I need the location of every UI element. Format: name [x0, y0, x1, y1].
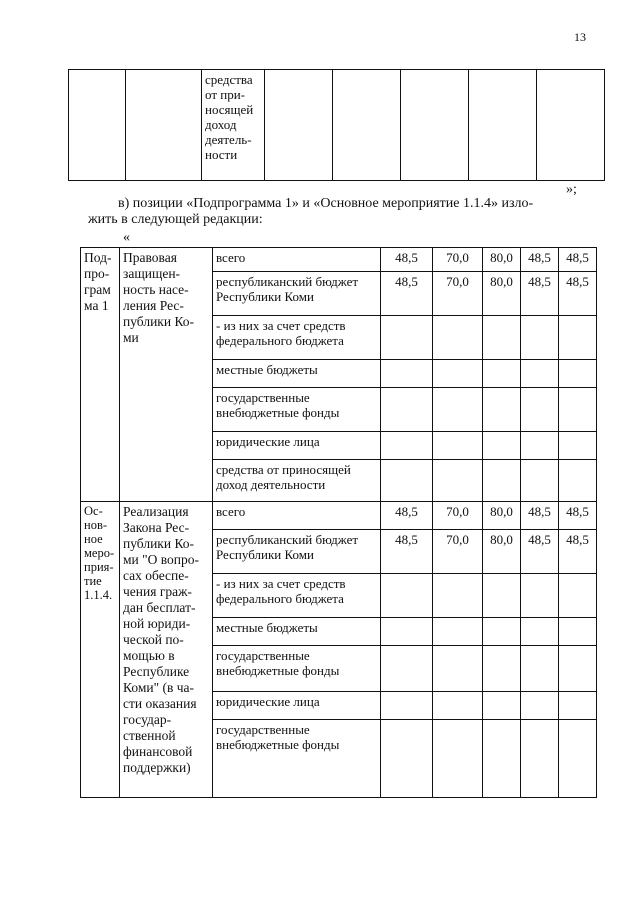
value-cell — [381, 360, 433, 388]
name-line: публики Ко- — [123, 536, 195, 551]
value-cell — [483, 618, 521, 646]
paragraph-line-1: в) позиции «Подпрограмма 1» и «Основное мероприятие 1.1.4» изло- — [118, 196, 534, 211]
category-cell: государственные внебюджетные фонды — [213, 720, 381, 798]
value-cell — [521, 720, 559, 798]
value-cell — [433, 360, 483, 388]
value-cell: 48,5 — [381, 272, 433, 316]
value-cell — [483, 460, 521, 502]
name-line: ления Рес- — [123, 298, 184, 313]
name-line: Коми" (в ча- — [123, 680, 195, 695]
value-cell — [433, 720, 483, 798]
value-cell: 80,0 — [483, 502, 521, 530]
subprogram-code-cell — [81, 248, 120, 502]
name-line: финансовой — [123, 744, 193, 759]
name-line: поддержки) — [123, 760, 191, 775]
code-line: грам — [84, 282, 111, 297]
category-cell: средства от приносящей доход деятельности — [213, 460, 381, 502]
value-cell — [433, 646, 483, 692]
value-cell: 48,5 — [521, 272, 559, 316]
empty-cell — [333, 70, 401, 181]
value-cell — [433, 618, 483, 646]
code-line: тие — [84, 574, 102, 588]
opening-quote: « — [123, 230, 130, 245]
category-cell: местные бюджеты — [213, 618, 381, 646]
value-cell — [433, 388, 483, 432]
label-line: доход — [205, 117, 237, 132]
value-cell — [381, 574, 433, 618]
name-line: Республике — [123, 664, 190, 679]
value-cell — [559, 646, 597, 692]
value-cell — [433, 432, 483, 460]
empty-cell — [537, 70, 605, 181]
table-row — [81, 502, 597, 530]
name-line: мощью в — [123, 648, 175, 663]
category-cell: республиканский бюджет Республики Коми — [213, 272, 381, 316]
value-cell — [559, 388, 597, 432]
code-line: меро- — [84, 546, 115, 560]
value-cell: 80,0 — [483, 248, 521, 272]
code-line: ное — [84, 532, 103, 546]
subprogram-name-cell — [120, 248, 213, 502]
value-cell — [559, 618, 597, 646]
value-cell — [521, 646, 559, 692]
name-line: Закона Рес- — [123, 520, 190, 535]
label-line: ности — [205, 147, 238, 162]
value-cell — [433, 460, 483, 502]
category-cell: - из них за счет средств федерального бюджета — [213, 574, 381, 618]
value-cell — [521, 388, 559, 432]
value-cell: 70,0 — [433, 530, 483, 574]
label-line: носящей — [205, 102, 254, 117]
value-cell — [381, 692, 433, 720]
value-cell: 48,5 — [521, 248, 559, 272]
value-cell — [521, 460, 559, 502]
category-cell: юридические лица — [213, 692, 381, 720]
value-cell: 48,5 — [381, 248, 433, 272]
value-cell — [521, 618, 559, 646]
value-cell — [483, 360, 521, 388]
measure-code-cell — [81, 502, 120, 798]
value-cell — [381, 646, 433, 692]
value-cell — [559, 316, 597, 360]
page-number: 13 — [574, 30, 586, 44]
name-line: публики Ко- — [123, 314, 195, 329]
empty-cell — [126, 70, 202, 181]
value-cell — [559, 692, 597, 720]
value-cell — [483, 316, 521, 360]
label-line: средства — [205, 72, 253, 87]
value-cell — [483, 432, 521, 460]
value-cell: 48,5 — [559, 272, 597, 316]
code-line: Под- — [84, 250, 112, 265]
value-cell: 70,0 — [433, 248, 483, 272]
name-line: сти оказания — [123, 696, 197, 711]
value-cell — [381, 388, 433, 432]
name-line: дан бесплат- — [123, 600, 196, 615]
code-line: прия- — [84, 560, 114, 574]
value-cell: 70,0 — [433, 502, 483, 530]
value-cell — [559, 574, 597, 618]
category-cell: юридические лица — [213, 432, 381, 460]
category-cell: - из них за счет средств федерального бюджета — [213, 316, 381, 360]
category-cell: всего — [213, 502, 381, 530]
value-cell — [521, 360, 559, 388]
value-cell — [381, 720, 433, 798]
value-cell — [483, 692, 521, 720]
value-cell: 80,0 — [483, 530, 521, 574]
empty-cell — [265, 70, 333, 181]
value-cell — [559, 460, 597, 502]
label-line: от при- — [205, 87, 246, 102]
value-cell: 48,5 — [559, 248, 597, 272]
value-cell — [483, 646, 521, 692]
value-cell — [433, 692, 483, 720]
name-line: государ- — [123, 712, 172, 727]
funding-table — [80, 247, 597, 798]
category-cell: всего — [213, 248, 381, 272]
value-cell — [381, 316, 433, 360]
closing-quote: »; — [566, 182, 577, 197]
name-line: ственной — [123, 728, 176, 743]
value-cell — [483, 720, 521, 798]
code-line: Ос- — [84, 504, 103, 518]
name-line: защищен- — [123, 266, 181, 281]
code-line: нов- — [84, 518, 108, 532]
value-cell — [381, 432, 433, 460]
value-cell: 48,5 — [559, 530, 597, 574]
value-cell — [521, 316, 559, 360]
value-cell — [381, 618, 433, 646]
value-cell — [559, 432, 597, 460]
value-cell — [559, 720, 597, 798]
value-cell: 48,5 — [559, 502, 597, 530]
value-cell: 48,5 — [521, 530, 559, 574]
value-cell — [483, 574, 521, 618]
name-line: сах обеспе- — [123, 568, 189, 583]
code-line: 1.1.4. — [84, 588, 113, 602]
value-cell: 48,5 — [381, 502, 433, 530]
table-row — [81, 248, 597, 272]
name-line: чения граж- — [123, 584, 192, 599]
name-line: ми — [123, 330, 139, 345]
code-line: про- — [84, 266, 110, 281]
value-cell: 48,5 — [381, 530, 433, 574]
value-cell — [521, 432, 559, 460]
value-cell — [559, 360, 597, 388]
name-line: ной юриди- — [123, 616, 191, 631]
category-cell: республиканский бюджет Республики Коми — [213, 530, 381, 574]
paragraph-line-2: жить в следующей редакции: — [88, 212, 263, 227]
value-cell — [433, 316, 483, 360]
empty-cell — [69, 70, 126, 181]
value-cell: 48,5 — [521, 502, 559, 530]
measure-name-cell — [120, 502, 213, 798]
value-cell — [521, 692, 559, 720]
category-cell: государственные внебюджетные фонды — [213, 388, 381, 432]
funding-source-label — [202, 70, 265, 181]
category-cell: местные бюджеты — [213, 360, 381, 388]
name-line: Правовая — [123, 250, 177, 265]
label-line: деятель- — [205, 132, 252, 147]
name-line: Реализация — [123, 504, 189, 519]
name-line: ность насе- — [123, 282, 189, 297]
value-cell: 80,0 — [483, 272, 521, 316]
previous-table-fragment — [68, 69, 605, 181]
category-cell: государственные внебюджетные фонды — [213, 646, 381, 692]
value-cell — [381, 460, 433, 502]
value-cell — [433, 574, 483, 618]
name-line: ми "О вопро- — [123, 552, 200, 567]
value-cell — [521, 574, 559, 618]
name-line: ческой по- — [123, 632, 184, 647]
value-cell — [483, 388, 521, 432]
code-line: ма 1 — [84, 298, 109, 313]
value-cell: 70,0 — [433, 272, 483, 316]
empty-cell — [469, 70, 537, 181]
empty-cell — [401, 70, 469, 181]
